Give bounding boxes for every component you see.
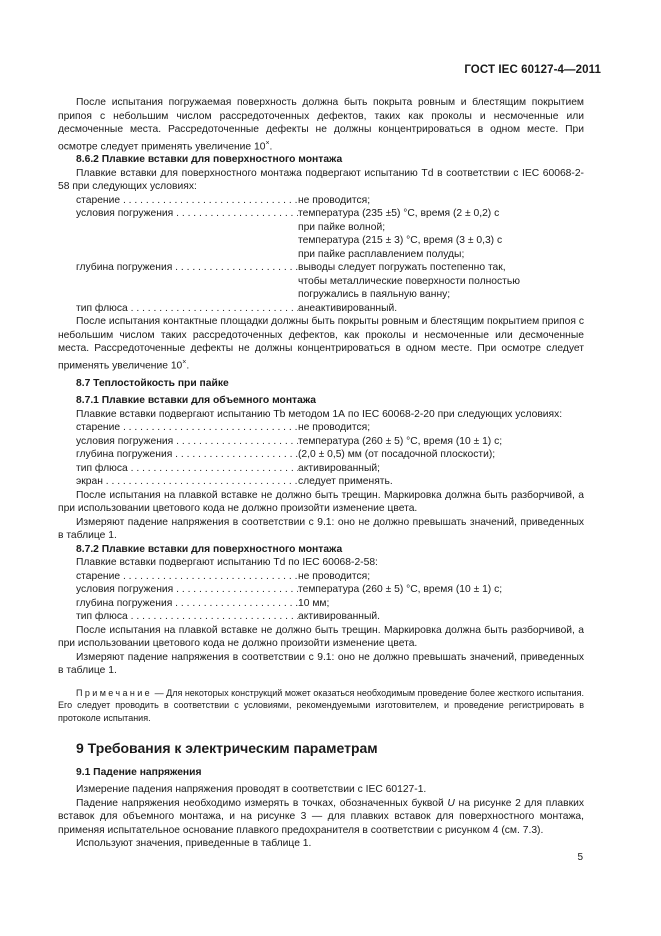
paragraph: После испытания контактные площадки должны быть покрыты ровным и блестящим покрытием припоя с небольшим числом таких рассредоточенных дефектов, как проколы и несмоченные или десмоченные места. Рассредоточенные дефекты не должны концентрироваться в одном месте. При осмотре следует применять увеличение 10×. xyxy=(58,316,584,372)
section-heading-9: 9 Требования к электрическим параметрам xyxy=(76,740,378,757)
condition-row: тип флюса . . . активированный. xyxy=(58,610,584,624)
paragraph: Измеряют падение напряжения в соответствии с 9.1: оно не должно превышать значений, приведенных в таблице 1. xyxy=(58,651,584,677)
condition-row: условия погружения . . . температура (260 ± 5) °С, время (10 ± 1) с; xyxy=(58,435,584,449)
condition-row: условия погружения . . . температура (235 ±5) °С, время (2 ± 0,2) с при пайке волной; температура (215 ± 3) °С, время (3 ± 0,3) с при пайке расплавлением полуды; xyxy=(58,207,584,261)
condition-row: глубина погружения . . . (2,0 ± 0,5) мм (от посадочной плоскости); xyxy=(58,448,584,462)
paragraph: Измеряют падение напряжения в соответствии с 9.1: оно не должно превышать значений, приведенных в таблице 1. xyxy=(58,516,584,542)
paragraph: После испытания на плавкой вставке не должно быть трещин. Маркировка должна быть разборчивой, а при использовании цветового кода не должно произойти изменение цвета. xyxy=(58,624,584,650)
condition-row: тип флюса . . . активированный; xyxy=(58,462,584,476)
note: Примечание — Для некоторых конструкций может оказаться необходимым проведение более жесткого испытания. Его следует проводить в соответствии с условиями, рекомендуемыми изготовителем, и проведение регистрировать в протоколе испытания. xyxy=(58,687,585,723)
page-content xyxy=(58,96,584,851)
paragraph: Плавкие вставки подвергают испытанию Td по IEC 60068-2-58: xyxy=(76,557,378,569)
condition-row: тип флюса . . . анеактивированный. xyxy=(58,302,584,316)
page-number: 5 xyxy=(577,852,583,863)
paragraph: После испытания погружаемая поверхность должна быть покрыта ровным и блестящим покрытием припоя с небольшим числом рассредоточенных дефектов, таких как проколы и несмоченные или десмоченные места. Рассредоточенные дефекты не должны концентрироваться в одном месте. При осмотре следует применять увеличение 10×. xyxy=(58,97,584,152)
condition-row: старение . . . не проводится; xyxy=(58,194,584,208)
section-heading-8-7: 8.7 Теплостойкость при пайке xyxy=(76,377,229,389)
paragraph: Используют значения, приведенные в таблице 1. xyxy=(76,838,312,850)
condition-row: глубина погружения . . . выводы следует погружать постепенно так, чтобы металлические поверхности полностью погружались в паяльную ванну; xyxy=(58,261,584,302)
condition-row: экран . . . следует применять. xyxy=(58,475,584,489)
paragraph: Плавкие вставки для поверхностного монтажа подвергают испытанию Td в соответствии с IEC 60068-2-58 при следующих условиях: xyxy=(58,167,584,193)
paragraph: Падение напряжения необходимо измерять в точках, обозначенных буквой U на рисунке 2 для плавких вставок для объемного монтажа, и на рисунке 3 — для плавких вставок для поверхностного монтажа, применяя испытательное основание плавкого предохранителя в соответствии с рисунком 4 (см. 7.3). xyxy=(58,797,584,836)
condition-row: глубина погружения . . . 10 мм; xyxy=(58,597,584,611)
paragraph: Плавкие вставки подвергают испытанию Tb методом 1А по IEC 60068-2-20 при следующих условиях: xyxy=(76,408,563,420)
section-heading-8-7-1: 8.7.1 Плавкие вставки для объемного монтажа xyxy=(76,395,316,407)
condition-row: старение . . . не проводится; xyxy=(58,421,584,435)
section-heading-8-6-2: 8.6.2 Плавкие вставки для поверхностного монтажа xyxy=(76,154,343,166)
section-heading-9-1: 9.1 Падение напряжения xyxy=(76,766,202,778)
condition-row: условия погружения . . . температура (260 ± 5) °С, время (10 ± 1) с; xyxy=(58,583,584,597)
condition-row: старение . . . не проводится; xyxy=(58,570,584,584)
section-heading-8-7-2: 8.7.2 Плавкие вставки для поверхностного монтажа xyxy=(76,543,343,555)
paragraph: После испытания на плавкой вставке не должно быть трещин. Маркировка должна быть разборчивой, а при использовании цветового кода не должно произойти изменение цвета. xyxy=(58,489,584,515)
standard-designation: ГОСТ IEC 60127-4—2011 xyxy=(464,64,601,76)
paragraph: Измерение падения напряжения проводят в соответствии с IEC 60127-1. xyxy=(76,784,427,796)
